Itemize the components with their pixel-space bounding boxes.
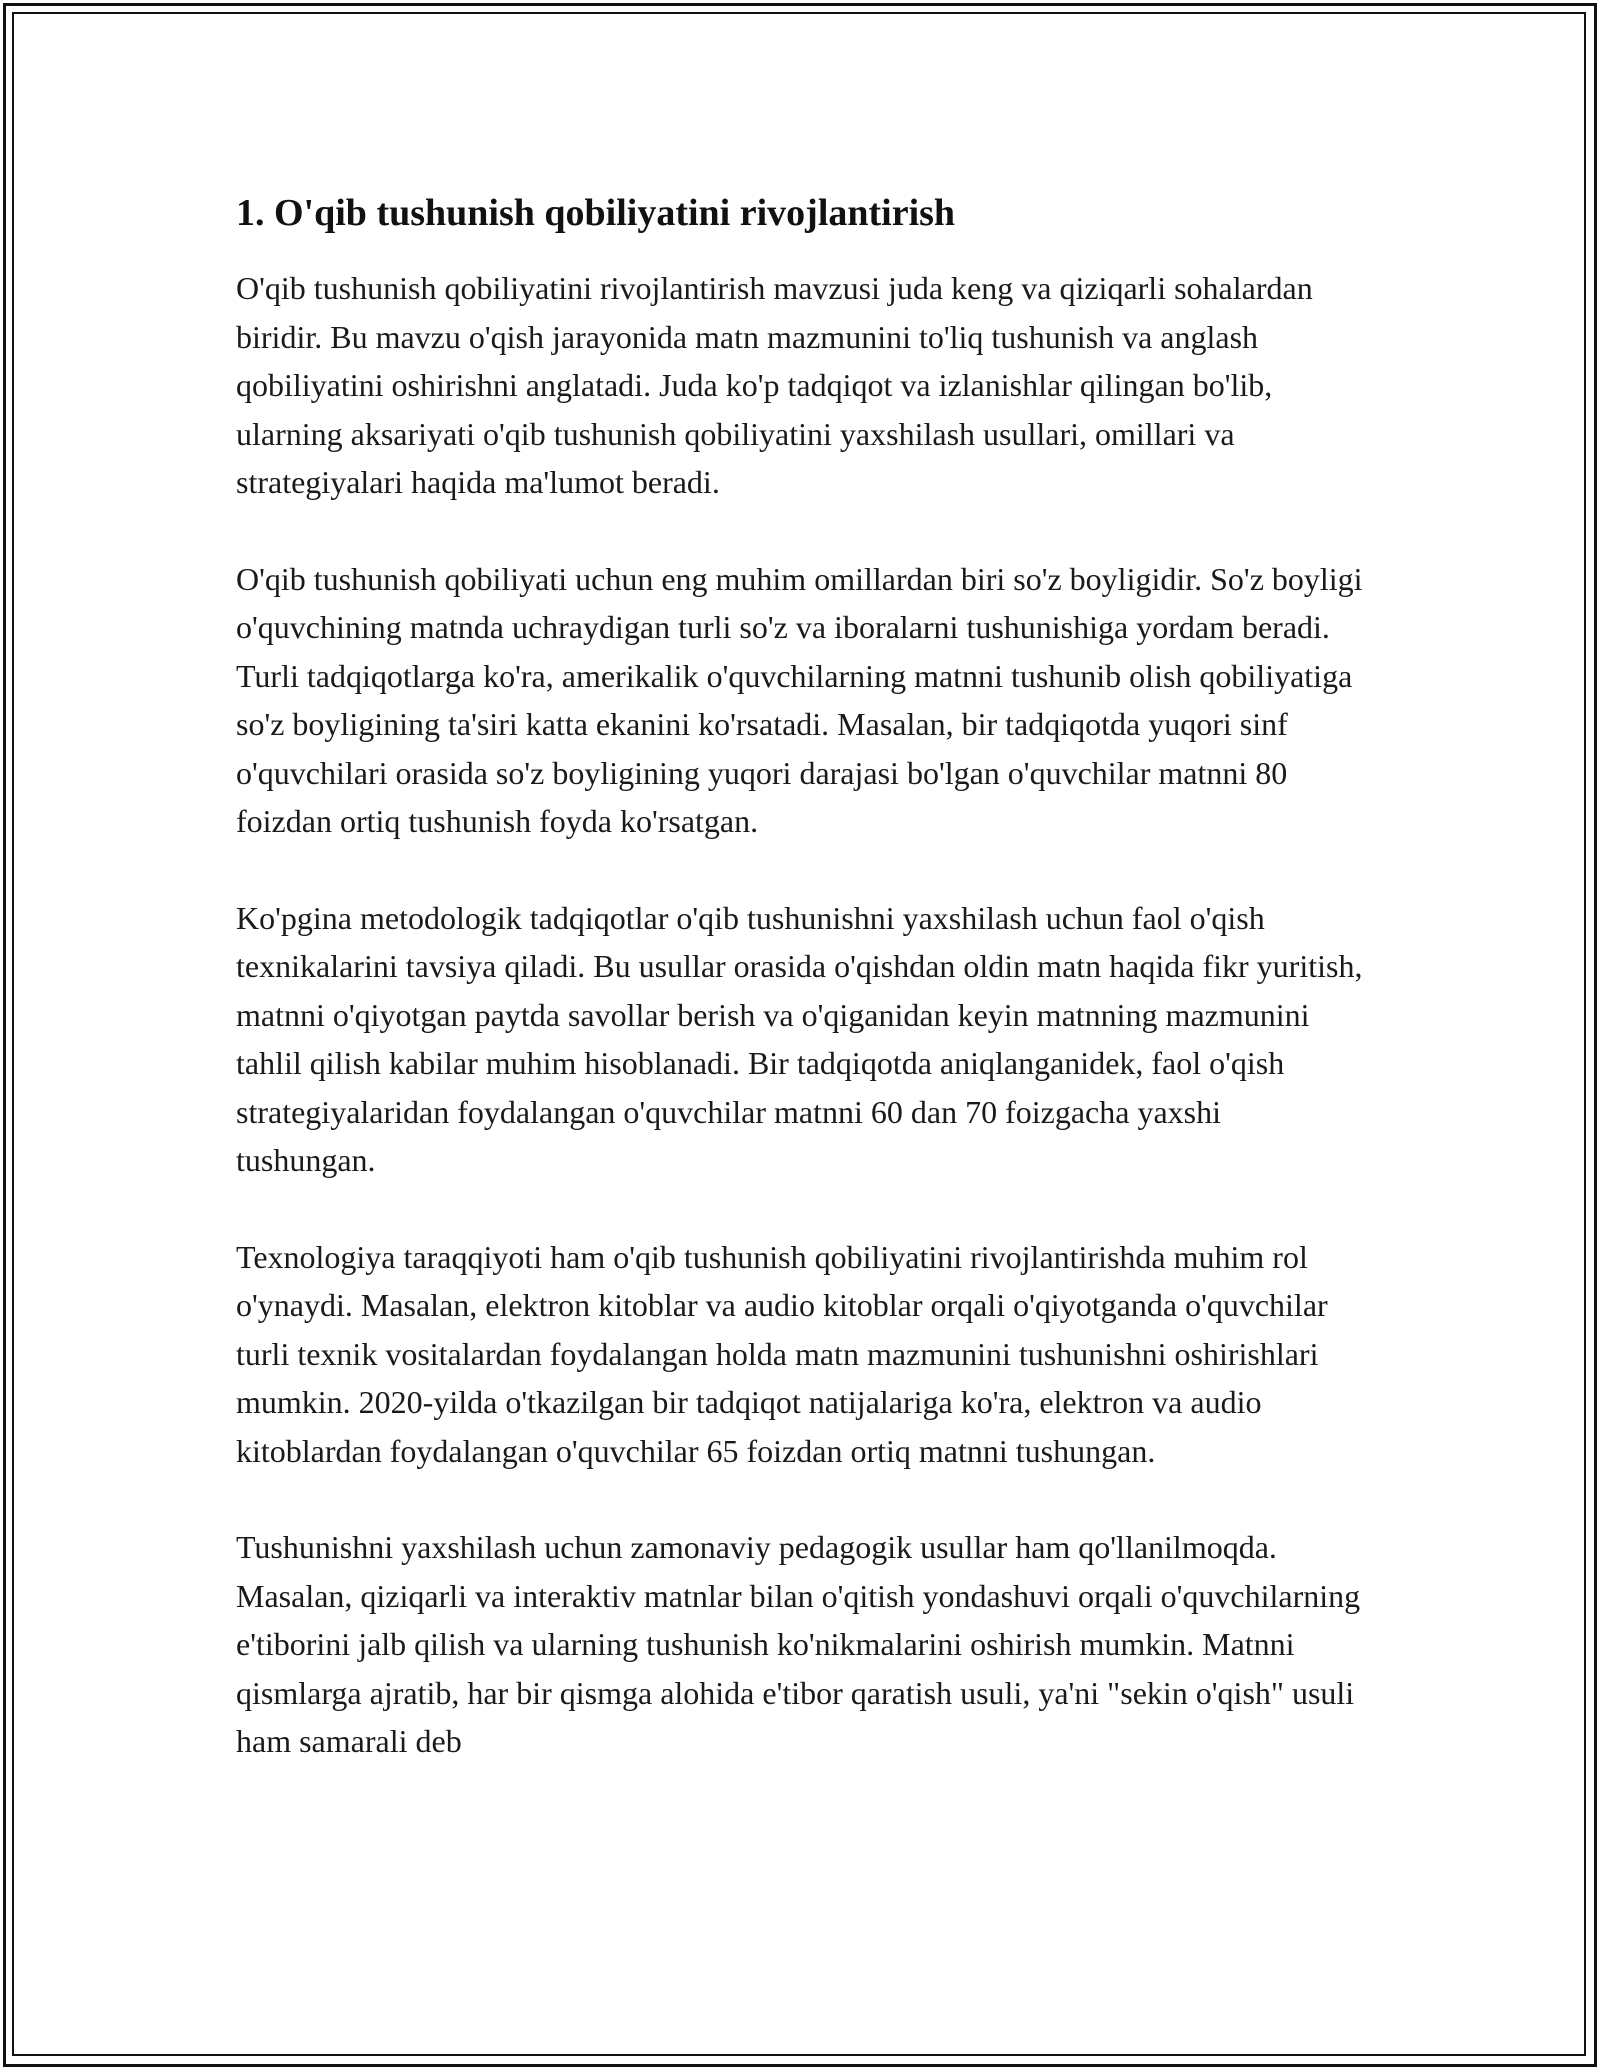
- section-heading: 1. O'qib tushunish qobiliyatini rivojlantirish: [236, 192, 956, 234]
- paragraph-1: O'qib tushunish qobiliyatini rivojlantirish mavzusi juda keng va qiziqarli sohalardan biridir. Bu mavzu o'qish jarayonida matn mazmunini to'liq tushunish va anglash qobiliyatini oshirishni anglatadi. Juda ko'p tadqiqot va izlanishlar qilingan bo'lib, ularning aksariyati o'qib tushunish qobiliyatini yaxshilash usullari, omillari va strategiyalari haqida ma'lumot beradi.: [236, 270, 1313, 500]
- paragraph-4: Texnologiya taraqqiyoti ham o'qib tushunish qobiliyatini rivojlantirishda muhim rol o'ynaydi. Masalan, elektron kitoblar va audio kitoblar orqali o'qiyotganda o'quvchilar turli texnik vositalardan foydalangan holda matn mazmunini tushunishni oshirishlari mumkin. 2020-yilda o'tkazilgan bir tadqiqot natijalariga ko'ra, elektron va audio kitoblardan foydalangan o'quvchilar 65 foizdan ortiq matnni tushungan.: [236, 1238, 1328, 1469]
- paragraph-3: Ko'pgina metodologik tadqiqotlar o'qib tushunishni yaxshilash uchun faol o'qish texnikalarini tavsiya qiladi. Bu usullar orasida o'qishdan oldin matn haqida fikr yuritish, matnni o'qiyotgan paytda savollar berish va o'qiganidan keyin matnning mazmunini tahlil qilish kabilar muhim hisoblanadi. Bir tadqiqotda aniqlanganidek, faol o'qish strategiyalaridan foydalangan o'quvchilar matnni 60 dan 70 foizgacha yaxshi tushungan.: [236, 899, 1363, 1178]
- document-body: [236, 188, 1366, 1814]
- paragraph-5: Tushunishni yaxshilash uchun zamonaviy pedagogik usullar ham qo'llanilmoqda. Masalan, qiziqarli va interaktiv matnlar bilan o'qitish yondashuvi orqali o'quvchilarning e'tiborini jalb qilish va ularning tushunish ko'nikmalarini oshirish mumkin. Matnni qismlarga ajratib, har bir qismga alohida e'tibor qaratish usuli, ya'ni "sekin o'qish" usuli ham samarali deb: [236, 1529, 1361, 1759]
- paragraph-2: O'qib tushunish qobiliyati uchun eng muhim omillardan biri so'z boyligidir. So'z boyligi o'quvchining matnda uchraydigan turli so'z va iboralarni tushunishiga yordam beradi. Turli tadqiqotlarga ko'ra, amerikalik o'quvchilarning matnni tushunib olish qobiliyatiga so'z boyligining ta'siri katta ekanini ko'rsatadi. Masalan, bir tadqiqotda yuqori sinf o'quvchilari orasida so'z boyligining yuqori darajasi bo'lgan o'quvchilar matnni 80 foizdan ortiq tushunish foyda ko'rsatgan.: [236, 560, 1363, 839]
